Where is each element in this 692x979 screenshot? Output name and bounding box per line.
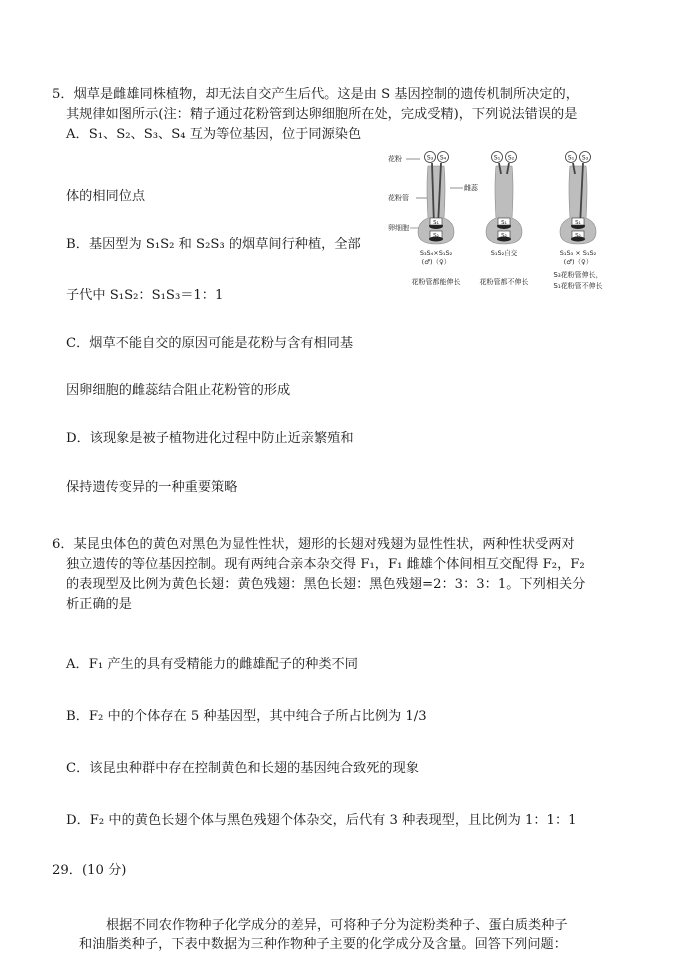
- panel-1-pollen-allele-2: S₄: [439, 154, 447, 162]
- panel-3-cross-label: S₁S₃ × S₁S₂: [559, 249, 597, 257]
- q6-option-c: C．该昆虫种群中存在控制黄色和长翅的基因纯合致死的现象: [66, 761, 419, 776]
- label-egg-cell: 卵细胞: [388, 224, 409, 232]
- panel-1-egg-allele-1: S₁: [433, 220, 439, 226]
- panel-1-egg-allele-2: S₂: [433, 233, 439, 239]
- q6-stem-line3: 的表现型及比例为黄色长翅：黄色残翅：黑色长翅：黑色残翅=2：3：3：1。下列相关分: [66, 577, 586, 592]
- panel-1-caption: 花粉管都能伸长: [411, 278, 461, 286]
- q6-stem-line1: 6．某昆虫体色的黄色对黑色为显性性状，翅形的长翅对残翅为显性性状，两种性状受两对: [52, 537, 575, 552]
- panel-1-cross-label: S₃S₄×S₁S₂: [419, 249, 453, 257]
- panel-1-cross-s3s4-x-s1s2: [412, 152, 461, 287]
- q5-option-b-line2: 子代中 S₁S₂：S₁S₃＝1：1: [66, 288, 224, 303]
- q6-stem-line2: 独立遗传的等位基因控制。现有两纯合亲本杂交得 F₁，F₁ 雌雄个体间相互交配得 F₂，F₂: [66, 557, 585, 572]
- panel-3-pollen-allele-1: S₁: [567, 154, 575, 162]
- q5-stem-line1: 5．烟草是雌雄同株植物，却无法自交产生后代。这是由 S 基因控制的遗传机制所决定的，: [52, 87, 579, 102]
- self-incompatibility-figure: [380, 148, 620, 298]
- panel-3-pollen-allele-2: S₃: [581, 154, 589, 162]
- q5-stem-line2: 其规律如图所示(注：精子通过花粉管到达卵细胞所在处，完成受精)，下列说法错误的是: [66, 107, 578, 122]
- panel-3-caption-line2: S₁花粉管不伸长: [553, 282, 603, 290]
- panel-2-egg-allele-2: S₂: [501, 233, 507, 239]
- q6-option-d: D．F₂ 中的黄色长翅个体与黑色残翅个体杂交，后代有 3 种表现型，且比例为 1：1：1: [66, 813, 577, 828]
- panel-3-cross-s1s3-x-s1s2: [553, 152, 602, 291]
- label-pistil: 雌蕊: [464, 184, 478, 192]
- panel-1-pollen-allele-1: S₃: [426, 154, 434, 162]
- q5-option-a-line1: A．S₁、S₂、S₃、S₄ 互为等位基因，位于同源染色: [66, 127, 362, 142]
- q6-option-b: B．F₂ 中的个体存在 5 种基因型，其中纯合子所占比例为 1/3: [66, 709, 427, 724]
- panel-3-egg-allele-1: S₁: [575, 220, 581, 226]
- q5-option-c-line2: 因卵细胞的雌蕊结合阻止花粉管的形成: [66, 383, 291, 398]
- panel-2-caption: 花粉管都不伸长: [479, 278, 529, 286]
- q29-heading: 29．(10 分): [52, 863, 127, 878]
- panel-2-selfing-s1s2: [480, 152, 529, 287]
- q5-option-b-line1: B．基因型为 S₁S₂ 和 S₂S₃ 的烟草间行种植，全部: [66, 237, 361, 252]
- panel-2-pollen-allele-1: S₁: [493, 154, 501, 162]
- q5-option-a-line2: 体的相同位点: [66, 189, 146, 204]
- q5-option-d-line2: 保持遗传变异的一种重要策略: [66, 480, 238, 495]
- q29-paragraph-line2: 和油脂类种子，下表中数据为三种作物种子主要的化学成分及含量。回答下列问题：: [79, 937, 567, 952]
- panel-1-sex-label: (♂)（♀）: [421, 258, 451, 266]
- q5-option-d-line1: D．该现象是被子植物进化过程中防止近亲繁殖和: [66, 431, 354, 446]
- panel-3-caption-line1: S₃花粉管伸长，: [553, 271, 603, 279]
- label-pollen-tube: 花粉管: [388, 194, 409, 202]
- panel-3-sex-label: (♂)（♀）: [563, 258, 593, 266]
- panel-2-pollen-allele-2: S₂: [507, 154, 515, 162]
- panel-3-egg-allele-2: S₂: [575, 233, 581, 239]
- label-pollen: 花粉: [388, 155, 402, 163]
- q6-stem-line4: 析正确的是: [66, 597, 132, 612]
- panel-2-egg-allele-1: S₁: [501, 220, 507, 226]
- q29-paragraph-line1: 根据不同农作物种子化学成分的差异，可将种子分为淀粉类种子、蛋白质类种子: [106, 918, 568, 933]
- panel-2-cross-label: S₁S₂自交: [490, 249, 518, 257]
- q6-option-a: A．F₁ 产生的具有受精能力的雌雄配子的种类不同: [66, 657, 358, 672]
- q5-option-c-line1: C．烟草不能自交的原因可能是花粉与含有相同基: [66, 336, 354, 351]
